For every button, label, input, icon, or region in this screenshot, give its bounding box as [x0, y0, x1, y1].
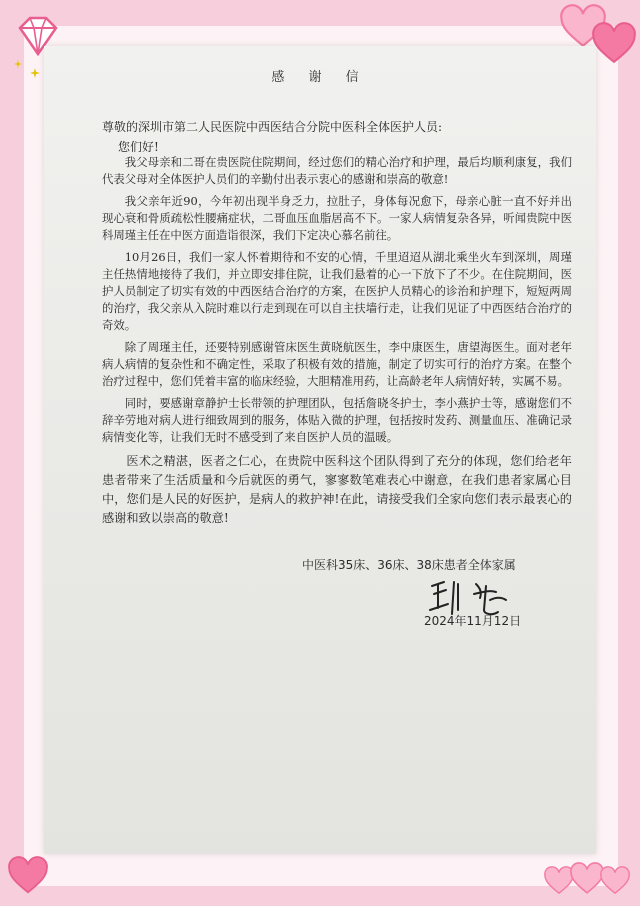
sparkle-icon	[30, 68, 40, 78]
letter-body	[102, 154, 572, 533]
sparkle-icon	[14, 60, 22, 68]
heart-icon	[600, 866, 630, 896]
heart-icon	[592, 22, 636, 66]
heart-icon	[570, 862, 604, 896]
letter-date: 2024年11月12日	[424, 614, 522, 628]
letter-paper	[44, 46, 596, 854]
heart-icon	[8, 856, 48, 896]
letter-paragraph: 除了周瑾主任，还要特别感谢管床医生黄晓航医生，李中康医生，唐望海医生。面对老年病人病情的复杂性和不确定性，采取了积极有效的措施，制定了切实可行的治疗方案。在整个治疗过程中，您们凭着丰富的临床经验，大胆精准用药，让高龄老年人病情好转，实属不易。	[102, 340, 572, 388]
letter-paragraph: 同时，要感谢章静护士长带领的护理团队，包括詹晓冬护士，李小燕护士等，感谢您们不辞辛劳地对病人进行细致周到的服务，体贴入微的护理，包括按时发药、测量血压、准确记录病情变化等，让我们无时不感受到了来自医护人员的温暖。	[102, 396, 572, 444]
letter-paragraph: 我父母亲和二哥在贵医院住院期间，经过您们的精心治疗和护理，最后均顺利康复，我们代表父母对全体医护人员们的辛勤付出表示衷心的感谢和崇高的敬意!	[102, 155, 572, 186]
letter-salutation: 尊敬的深圳市第二人民医院中西医结合分院中医科全体医护人员:	[102, 120, 443, 134]
letter-paragraph: 我父亲年近90，今年初出现半身乏力，拉肚子，身体每况愈下，母亲心脏一直不好并出现心衰和骨质疏松性腰痛症状，二哥血压血脂居高不下。一家人病情复杂各异，听闻贵院中医科周瑾主任在中医方面造诣很深，我们下定决心慕名前往。	[102, 194, 572, 242]
letter-paragraph: 10月26日，我们一家人怀着期待和不安的心情，千里迢迢从湖北乘坐火车到深圳，周瑾主任热情地接待了我们，并立即安排住院，让我们悬着的心一下放下了不少。在住院期间，医护人员制定了切实有效的中西医结合治疗的方案，在医护人员精心的诊治和护理下，短短两周的治疗，我父亲从入院时难以行走到现在可以自主扶墙行走，让我们见证了中西医结合治疗的奇效。	[102, 250, 572, 332]
letter-closing-paragraph: 医术之精湛，医者之仁心，在贵院中医科这个团队得到了充分的体现，您们给老年患者带来了生活质量和今后就医的勇气，寥寥数笔难表心中谢意，在我们患者家属心目中，您们是人民的好医护，是病人的救护神!在此，请接受我们全家向您们表示最衷心的感谢和致以崇高的敬意!	[102, 454, 572, 525]
letter-signer: 中医科35床、36床、38床患者全体家属	[302, 558, 516, 572]
letter-title: 感 谢 信	[271, 70, 369, 85]
letter-greeting: 您们好!	[118, 140, 159, 154]
